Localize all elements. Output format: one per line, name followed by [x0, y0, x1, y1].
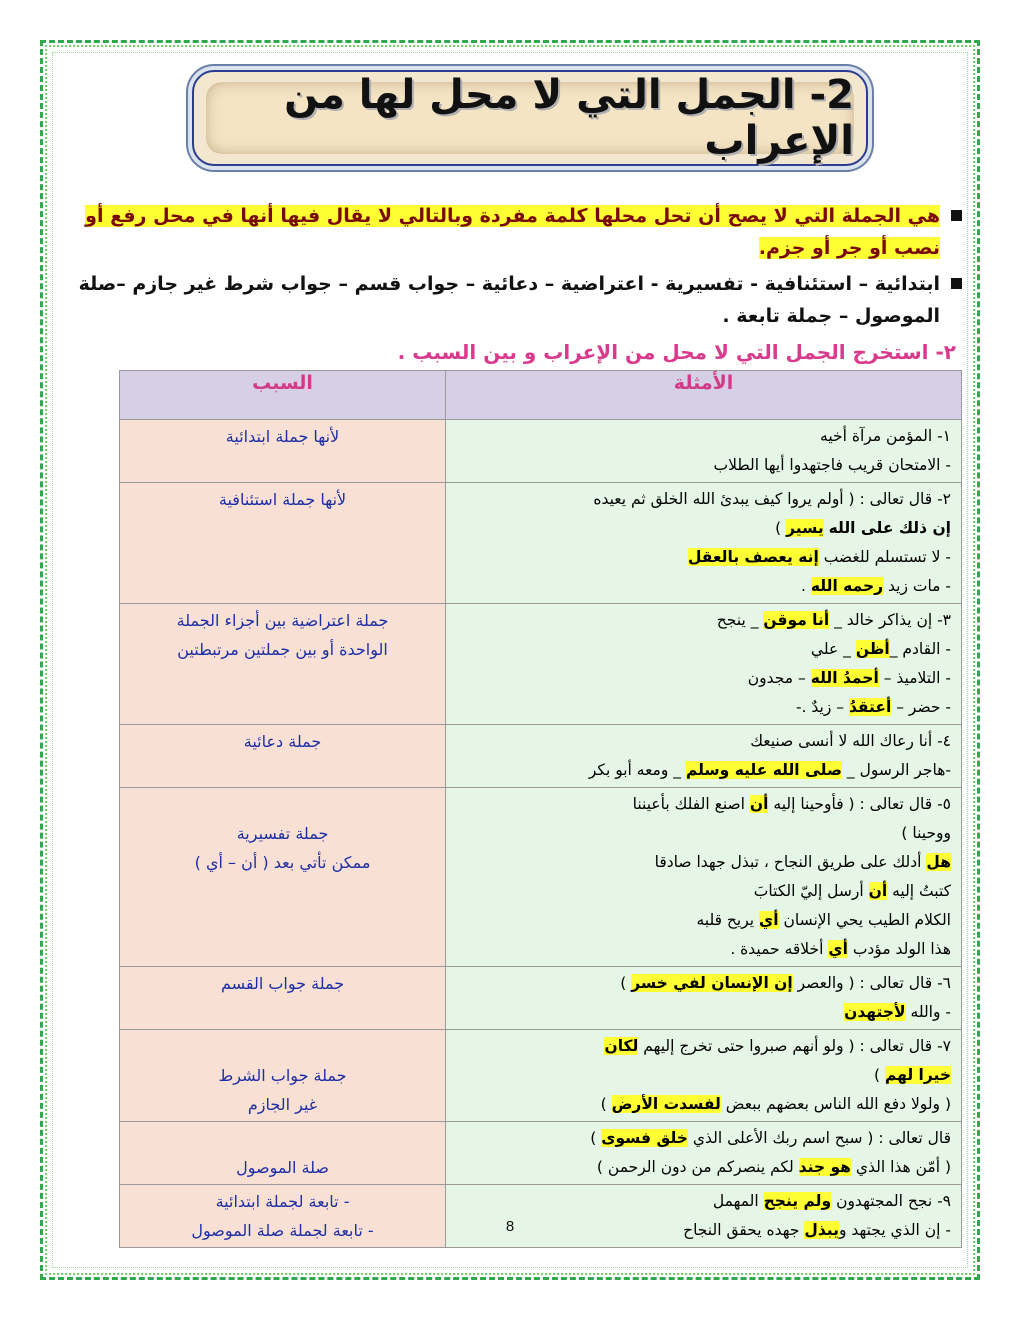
example-text: ٣- إن يذاكر خالد _	[829, 611, 951, 629]
example-cell	[446, 967, 962, 1030]
highlighted-phrase: ولم ينجح	[763, 1192, 832, 1210]
page-title: 2- الجمل التي لا محل لها من الإعراب	[284, 72, 854, 164]
reason-cell	[120, 483, 446, 604]
page-number: 8	[505, 1218, 515, 1235]
highlighted-phrase: خيرا لهم	[884, 1066, 951, 1084]
highlighted-phrase: أي	[759, 911, 779, 929]
highlighted-phrase: يسير	[786, 519, 824, 537]
example-text: )	[775, 519, 787, 537]
example-line	[454, 635, 951, 664]
reason-cell	[120, 788, 446, 967]
highlighted-phrase: إنه يعصف بالعقل	[687, 548, 819, 566]
title-box	[192, 70, 868, 166]
reason-cell	[120, 725, 446, 788]
example-text: ٦- قال تعالى : ( والعصر	[792, 974, 951, 992]
reason-text: لأنها جملة استئنافية	[218, 490, 347, 509]
example-text: ٩- نجح المجتهدون	[831, 1192, 951, 1210]
example-text: ٤- أنا رعاك الله لا أنسى صنيعك	[750, 732, 951, 750]
example-line	[454, 906, 951, 935]
example-text: _ علي	[810, 640, 856, 658]
reason-text: الواحدة أو بين جملتين مرتبطتين	[177, 640, 388, 659]
example-text: هذا الولد مؤدب	[847, 940, 951, 958]
highlighted-phrase: لفسدت الأرض	[611, 1095, 721, 1113]
example-text: لكم ينصركم من دون الرحمن )	[596, 1158, 799, 1176]
exercise-heading: ٢- استخرج الجمل التي لا محل من الإعراب و بين السبب .	[397, 340, 956, 364]
example-line	[454, 819, 951, 848]
reason-cell	[120, 1030, 446, 1122]
title-inner	[206, 72, 854, 164]
example-text: – زيدٌ .-	[795, 698, 849, 716]
example-text: - الامتحان قريب فاجتهدوا أيها الطلاب	[713, 456, 951, 474]
definition-bullet	[62, 200, 962, 264]
header-reason: السبب	[120, 371, 446, 420]
example-text: ووحينا )	[901, 824, 951, 842]
reason-text: - تابعة لجملة صلة الموصول	[191, 1221, 374, 1240]
example-text: )	[590, 1129, 602, 1147]
highlighted-phrase: يبذل	[804, 1221, 839, 1239]
example-text: - والله	[905, 1003, 951, 1021]
example-line	[454, 485, 951, 514]
example-text: ٧- قال تعالى : ( ولو أنهم صبروا حتى تخرج إليهم	[638, 1037, 951, 1055]
highlighted-phrase: هو جند	[798, 1158, 851, 1176]
highlighted-phrase: هل	[926, 853, 951, 871]
example-text: - حضر –	[891, 698, 951, 716]
reason-text	[128, 790, 437, 819]
table-row	[120, 1030, 962, 1122]
example-line	[454, 543, 951, 572]
highlighted-phrase: أن	[868, 882, 888, 900]
reason-text: لأنها جملة ابتدائية	[225, 427, 340, 446]
example-line	[454, 1090, 951, 1119]
reason-cell	[120, 1185, 446, 1248]
example-text: كتبتُ إليه	[887, 882, 951, 900]
example-text: – مجدون	[747, 669, 811, 687]
reason-text: صلة الموصول	[236, 1158, 329, 1177]
reason-text: جملة جواب القسم	[220, 974, 345, 993]
reason-text	[128, 1032, 437, 1061]
header-examples: الأمثلة	[446, 371, 962, 420]
example-line	[454, 1153, 951, 1182]
example-line	[454, 790, 951, 819]
highlighted-phrase: لأجتهدن	[844, 1003, 906, 1021]
example-cell	[446, 420, 962, 483]
reason-text: - تابعة لجملة ابتدائية	[215, 1192, 350, 1211]
highlighted-phrase: صلى الله عليه وسلم	[685, 761, 842, 779]
examples-table	[119, 370, 962, 1248]
table-row	[120, 788, 962, 967]
example-line	[454, 451, 951, 480]
example-text: -هاجر الرسول _	[842, 761, 951, 779]
highlighted-phrase: رحمه الله	[810, 577, 884, 595]
example-text: )	[600, 1095, 612, 1113]
example-text: - مات زيد	[883, 577, 951, 595]
example-line	[454, 606, 951, 635]
example-text: - لا تستسلم للغضب	[818, 548, 951, 566]
example-cell	[446, 788, 962, 967]
table-body	[120, 420, 962, 1248]
example-text: جهده يحقق النجاح	[683, 1221, 805, 1239]
reason-text: غير الجازم	[247, 1095, 318, 1114]
table-row	[120, 483, 962, 604]
reason-text: جملة دعائية	[243, 732, 322, 751]
example-text: .	[801, 577, 811, 595]
table-row	[120, 604, 962, 725]
example-text: )	[873, 1066, 885, 1084]
example-line	[454, 877, 951, 906]
reason-text: جملة تفسيرية	[236, 824, 329, 843]
example-text: اصنع الفلك بأعيننا	[632, 795, 750, 813]
reason-cell	[120, 1122, 446, 1185]
example-text: ٥- قال تعالى : ( فأوحينا إليه	[768, 795, 951, 813]
example-cell	[446, 1030, 962, 1122]
highlighted-phrase: أعتقدُ	[848, 698, 892, 716]
example-text: أخلاقه حميدة .	[730, 940, 829, 958]
example-cell	[446, 1122, 962, 1185]
example-text: إن ذلك على الله	[828, 519, 951, 537]
square-bullet-icon	[951, 210, 962, 221]
reason-cell	[120, 604, 446, 725]
table-row	[120, 725, 962, 788]
types-bullet	[62, 268, 962, 332]
example-line	[454, 1124, 951, 1153]
example-line	[454, 998, 951, 1027]
highlighted-phrase: أن	[749, 795, 769, 813]
table-row	[120, 420, 962, 483]
reason-cell	[120, 420, 446, 483]
example-cell	[446, 604, 962, 725]
bullet-list	[62, 200, 962, 336]
highlighted-phrase: أحمدُ الله	[810, 669, 879, 687]
highlighted-phrase: إن الإنسان لفي خسر	[631, 974, 793, 992]
example-line	[454, 693, 951, 722]
example-text: - إن الذي يجتهد و	[838, 1221, 951, 1239]
example-text: أرسل إليّ الكتابَ	[753, 882, 869, 900]
example-text: ( ولولا دفع الله الناس بعضهم ببعض	[720, 1095, 951, 1113]
example-text: _ ينجح	[716, 611, 764, 629]
highlighted-phrase: خلق فسوى	[601, 1129, 688, 1147]
square-bullet-icon	[951, 278, 962, 289]
example-text: المهمل	[712, 1192, 764, 1210]
example-line	[454, 935, 951, 964]
reason-text: ممكن تأتي بعد ( أن – أي )	[194, 853, 371, 872]
example-line	[454, 422, 951, 451]
example-cell	[446, 483, 962, 604]
example-line	[454, 664, 951, 693]
reason-text	[128, 1124, 437, 1153]
example-text: ٢- قال تعالى : ( أولم يروا كيف يبدئ الله الخلق ثم يعيده	[593, 490, 951, 508]
reason-text: جملة اعتراضية بين أجزاء الجملة	[176, 611, 389, 630]
example-line	[454, 514, 951, 543]
example-line	[454, 727, 951, 756]
example-text: يريح قلبه	[696, 911, 760, 929]
example-line	[454, 848, 951, 877]
example-text: ( أمّن هذا الذي	[850, 1158, 951, 1176]
example-line	[454, 1187, 951, 1216]
example-line	[454, 756, 951, 785]
highlighted-phrase: أظن	[855, 640, 890, 658]
table-header-row	[120, 371, 962, 420]
highlighted-phrase: أنا موقن	[763, 611, 830, 629]
example-line	[454, 572, 951, 601]
example-text: )	[620, 974, 632, 992]
example-text: _ ومعه أبو بكر	[588, 761, 686, 779]
example-cell	[446, 1185, 962, 1248]
example-line	[454, 1061, 951, 1090]
example-text: ١- المؤمن مرآة أخيه	[820, 427, 951, 445]
table-row	[120, 1122, 962, 1185]
example-text: - التلاميذ –	[878, 669, 951, 687]
definition-text: هي الجملة التي لا يصح أن تحل محلها كلمة مفردة وبالتالي لا يقال فيها أنها في محل رفع أو نصب أو جر أو جزم.	[85, 205, 940, 259]
example-line	[454, 1032, 951, 1061]
highlighted-phrase: أي	[828, 940, 848, 958]
reason-cell	[120, 967, 446, 1030]
types-text: ابتدائية – استئنافية - تفسيرية - اعتراضية – دعائية – جواب قسم – جواب شرط غير جازم –صلة الموصول – جملة تابعة .	[78, 273, 940, 327]
table-row	[120, 1185, 962, 1248]
example-text: الكلام الطيب يحي الإنسان	[778, 911, 951, 929]
example-line	[454, 969, 951, 998]
example-text: أدلك على طريق النجاح ، تبذل جهدا صادقا	[654, 853, 927, 871]
highlighted-phrase: لكان	[604, 1037, 639, 1055]
example-cell	[446, 725, 962, 788]
example-text: - القادم _	[889, 640, 951, 658]
example-text: قال تعالى : ( سبح اسم ربك الأعلى الذي	[687, 1129, 951, 1147]
reason-text: جملة جواب الشرط	[218, 1066, 347, 1085]
table-row	[120, 967, 962, 1030]
